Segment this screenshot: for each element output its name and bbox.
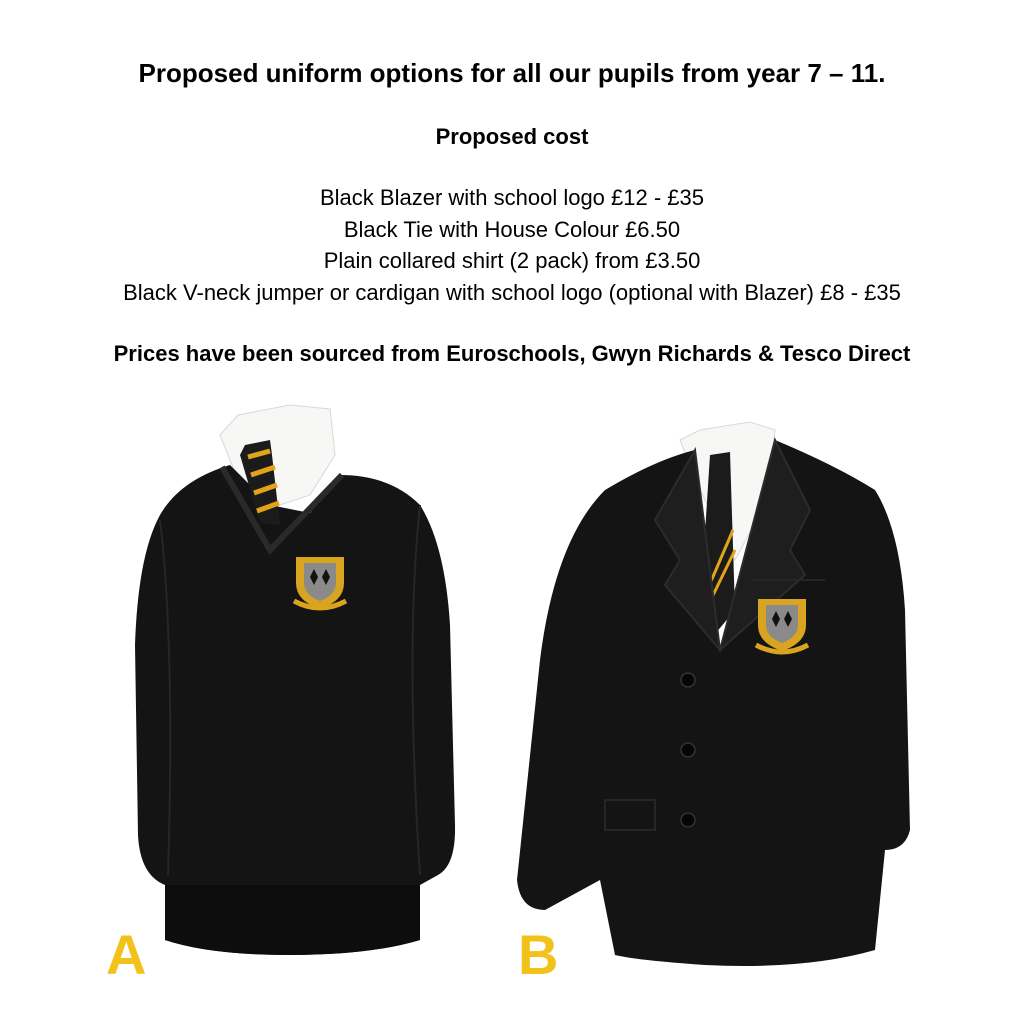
- price-source-note: Prices have been sourced from Euroschools, Gwyn Richards & Tesco Direct: [113, 341, 911, 366]
- price-list: [0, 182, 1024, 308]
- option-label-b: B: [518, 923, 559, 986]
- blazer-photo: [505, 410, 925, 990]
- page-title: Proposed uniform options for all our pupils from year 7 – 11.: [138, 58, 886, 88]
- school-crest-icon: [288, 535, 352, 615]
- price-item-jumper: Black V-neck jumper or cardigan with school logo (optional with Blazer) £8 - £35: [123, 279, 901, 305]
- price-item-tie: Black Tie with House Colour £6.50: [343, 216, 681, 242]
- price-item-shirt: Plain collared shirt (2 pack) from £3.50: [323, 248, 701, 273]
- option-label-a: A: [106, 923, 147, 986]
- price-item-blazer: Black Blazer with school logo £12 - £35: [320, 185, 704, 210]
- page-subtitle: Proposed cost: [435, 124, 589, 149]
- school-crest-icon: [750, 575, 814, 660]
- jumper-photo: [120, 395, 480, 995]
